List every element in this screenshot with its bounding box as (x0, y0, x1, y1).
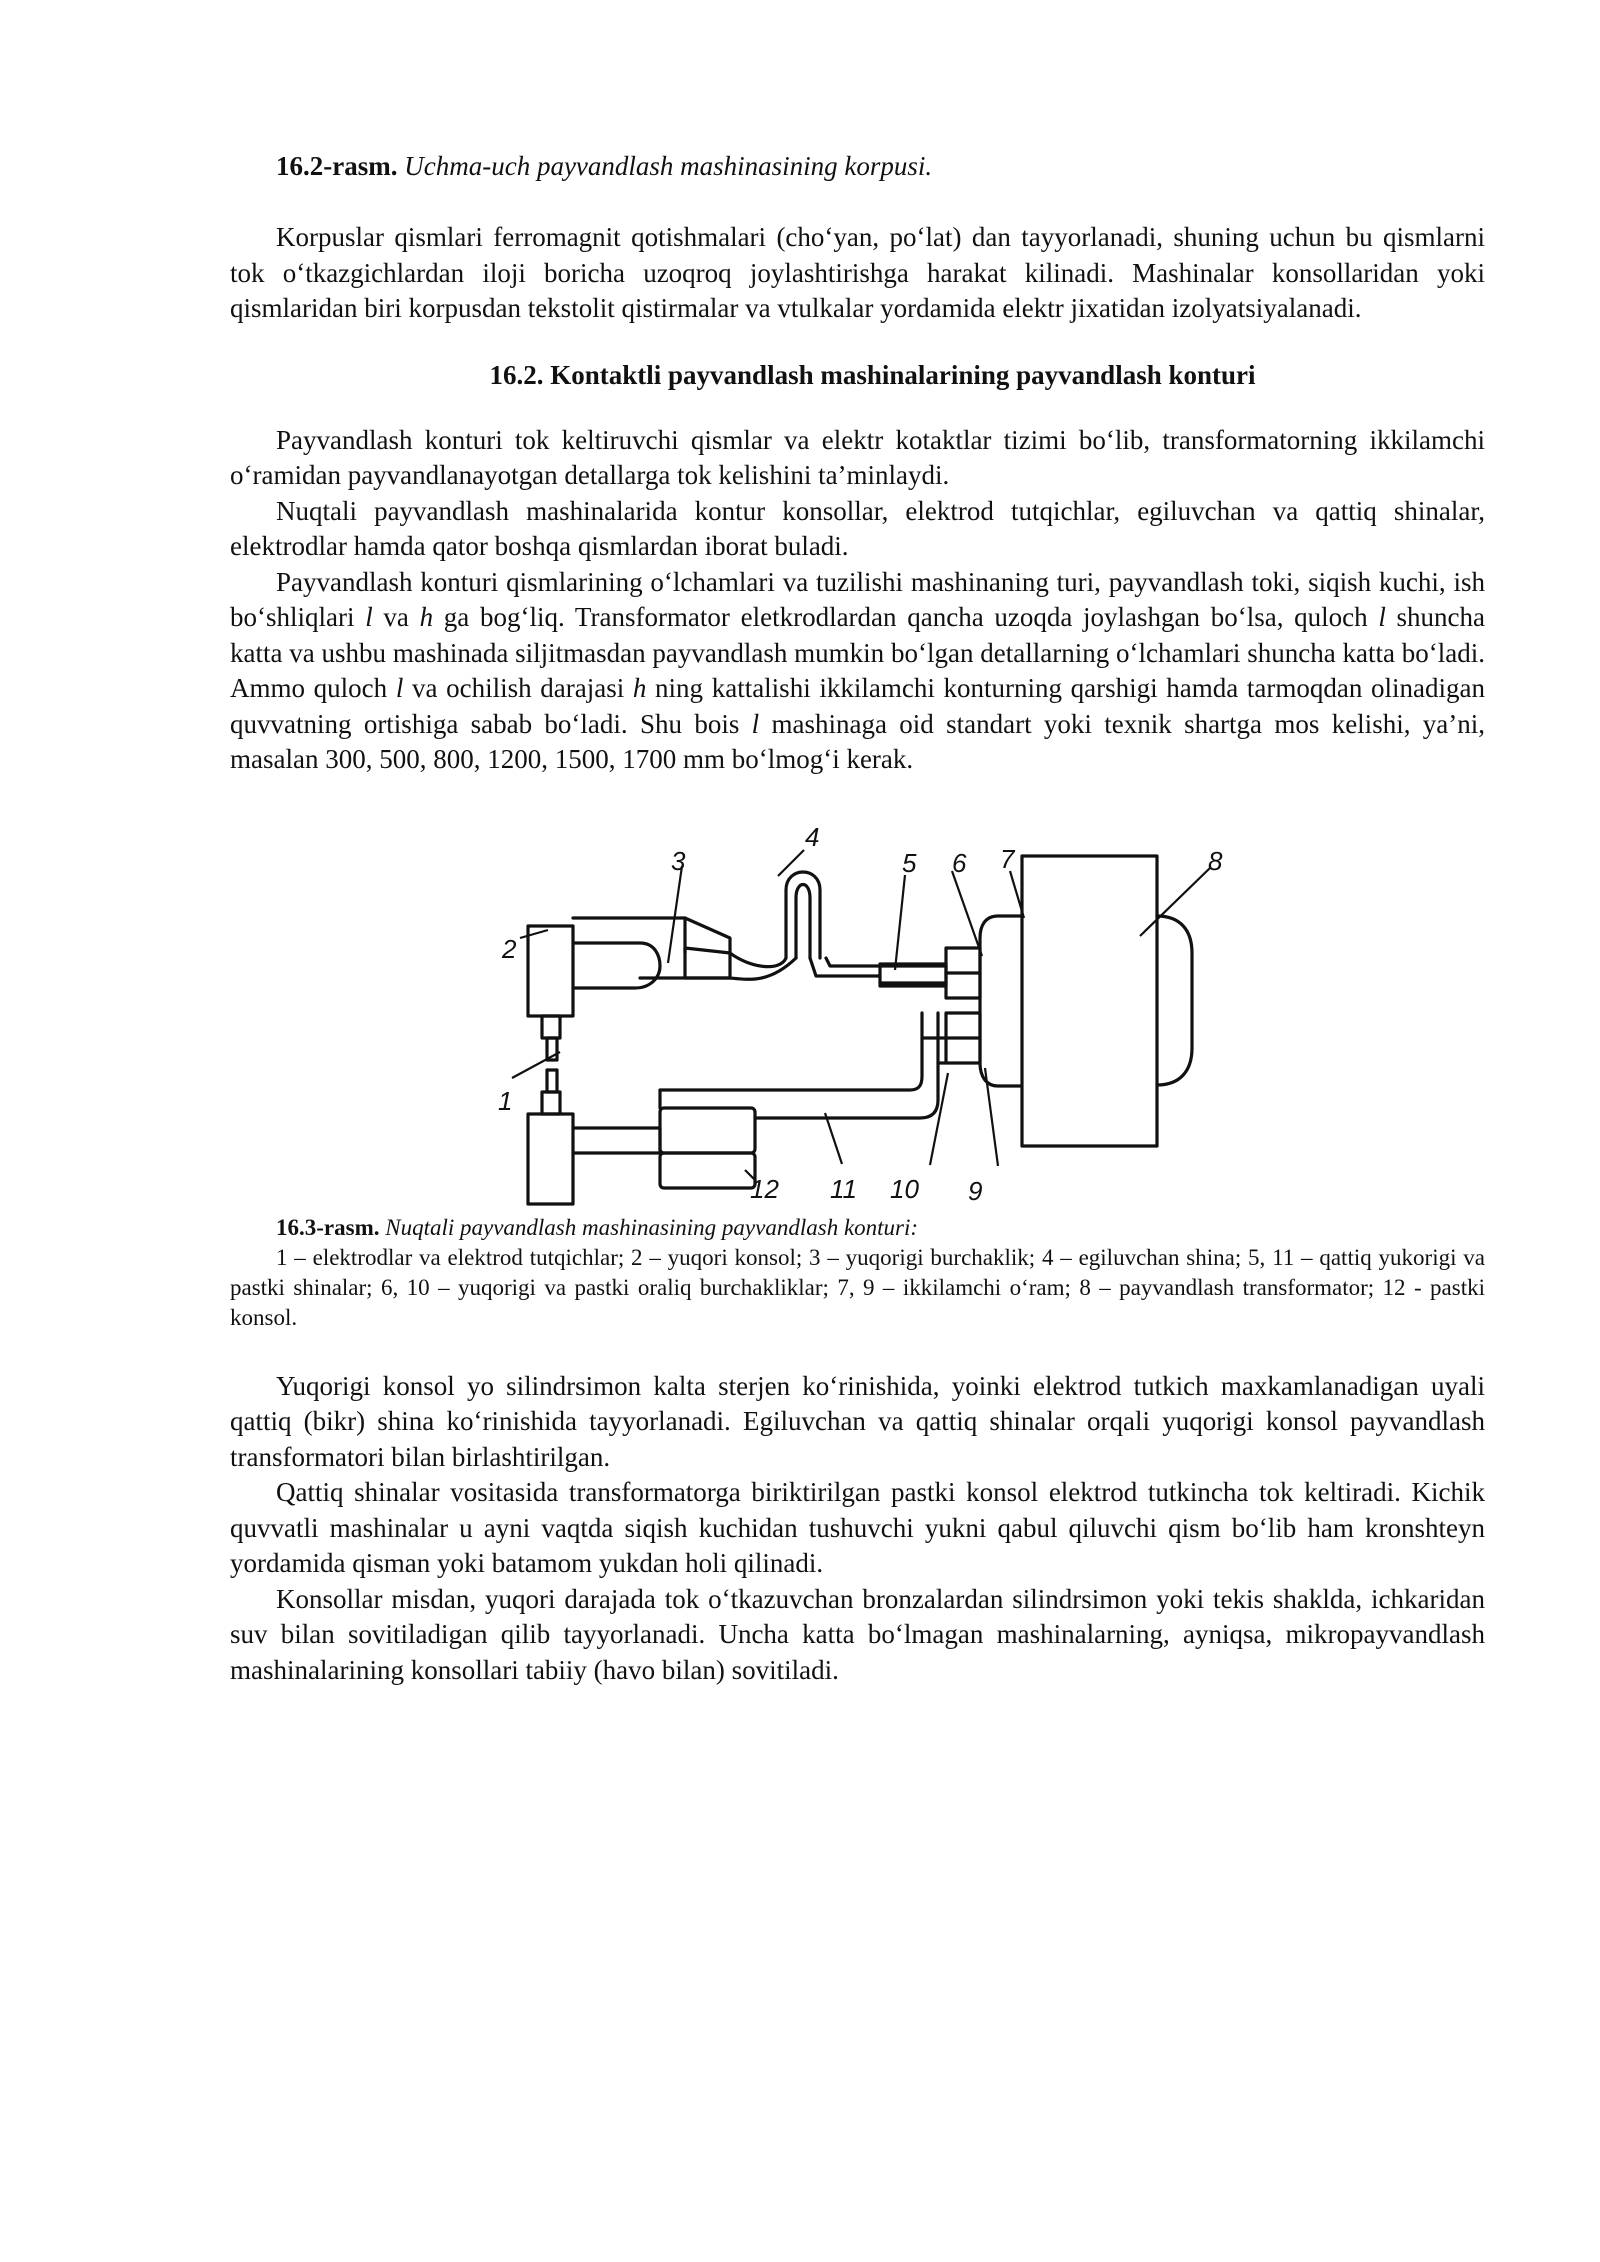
section-title: 16.2. Kontaktli payvandlash mashinalarining payvandlash konturi (489, 359, 1256, 390)
figure-16-2-caption (276, 148, 1485, 184)
page (230, 148, 1485, 1688)
label-7: 7 (1000, 843, 1015, 874)
label-4: 4 (805, 821, 820, 852)
leader-2 (520, 930, 548, 938)
lower-console (573, 1128, 660, 1153)
upper-electrode (542, 1016, 560, 1038)
upper-console-block (528, 926, 573, 1016)
lower-electrode (542, 1092, 560, 1114)
welding-contour-diagram (230, 808, 1485, 1213)
leader-8 (1140, 868, 1210, 936)
figure-16-2-label: 16.2-rasm. (276, 151, 398, 181)
figure-16-3-label: 16.3-rasm. (276, 1214, 380, 1240)
paragraph-nuqtali: Nuqtali payvandlash mashinalarida kontur konsollar, elektrod tutqichlar, egiluvchan va qattiq shinalar, elektrodlar hamda qator boshqa qismlardan iborat buladi. (230, 495, 1485, 561)
paragraph-korpuslar: Korpuslar qismlari ferromagnit qotishmalari (cho‘yan, po‘lat) dan tayyorlanadi, shuning uchun bu qismlarni tok o‘tkazgichlardan iloji boricha uzoqroq joylashtirishga harakat kilinadi. Mashinalar konsollaridan yoki qismlaridan biri korpusdan tekstolit qistirmalar va vtulkalar yordamida elektr jixatidan izolyatsiyalanadi. (230, 222, 1485, 323)
upper-rigid-bus-end (880, 966, 946, 983)
leader-6 (952, 871, 982, 956)
label-9: 9 (968, 1175, 983, 1206)
label-10: 10 (890, 1173, 919, 1204)
leader-9 (985, 1068, 998, 1166)
transformer-body (1022, 856, 1157, 1146)
label-12: 12 (750, 1173, 779, 1204)
label-6: 6 (952, 847, 967, 878)
figure-16-2-title: Uchma-uch payvandlash mashinasining korpusi. (404, 151, 933, 181)
figure-16-3-diagram (230, 808, 1485, 1213)
lower-rigid-bus (660, 1013, 922, 1108)
paragraph-konsollar: Konsollar misdan, yuqori darajada tok o‘tkazuvchan bronzalardan silindrsimon yoki tekis shaklda, ichkaridan suv bilan sovitiladigan qilib tayyorlanadi. Uncha katta bo‘lmagan mashinalarning, ayniqsa, mikropayvandlash mashinalarining konsollari tabiiy (havo bilan) sovitiladi. (230, 1583, 1485, 1685)
secondary-winding (980, 916, 1022, 1086)
transformer-coil (1157, 916, 1192, 1085)
figure-16-3-caption (230, 1213, 1485, 1333)
label-1: 1 (498, 1085, 513, 1116)
paragraph-kontur-definition: Payvandlash konturi tok keltiruvchi qismlar va elektr kotaktlar tizimi bo‘lib, transformatorning ikkilamchi o‘ramidan payvandlanayotgan detallarga tok kelishini ta’minlaydi. (230, 424, 1485, 490)
figure-16-3-title: Nuqtali payvandlash mashinasining payvandlash konturi: (385, 1214, 919, 1240)
label-2: 2 (502, 933, 517, 964)
figure-16-3-legend: 1 – elektrodlar va elektrod tutqichlar; 2 – yuqori konsol; 3 – yuqorigi burchaklik; 4 – egiluvchan shina; 5, 11 – qattiq yukorigi va pastki shinalar; 6, 10 – yuqorigi va pastki oraliq burchakliklar; 7, 9 – ikkilamchi o‘ram; 8 – payvandlash transformator; 12 - pastki konsol. (230, 1244, 1485, 1330)
lower-console-block (528, 1114, 573, 1204)
leader-1 (512, 1052, 560, 1078)
upper-rigid-bus (810, 958, 880, 976)
label-5: 5 (902, 847, 917, 878)
leader-3 (668, 866, 682, 963)
leader-11 (825, 1113, 842, 1164)
paragraph-yuqorigi-konsol: Yuqorigi konsol yo silindrsimon kalta sterjen ko‘rinishida, yoinki elektrod tutkich maxkamlanadigan uyali qattiq (bikr) shina ko‘rinishida tayyorlanadi. Egiluvchan va qattiq shinalar orqali yuqorigi konsol payvandlash transformatori bilan birlashtirilgan. (230, 1370, 1485, 1472)
lower-electrode-tip (547, 1070, 557, 1092)
leader-5 (895, 875, 905, 970)
upper-console (573, 943, 660, 988)
paragraph-olchamlar: Payvandlash konturi qismlarining o‘lchamlari va tuzilishi mashinaning turi, payvandlash toki, siqish kuchi, ish bo‘shliqlari l va h ga bog‘liq. Transformator eletkrodlardan qancha uzoqda joylashgan bo‘lsa, quloch l shuncha katta va ushbu mashinada siljitmasdan payvandlash mumkin bo‘lgan detallarning o‘lchamlari shuncha katta bo‘ladi. Ammo quloch l va ochilish darajasi h ning kattalishi ikkilamchi konturning qarshigi hamda tarmoqdan olinadigan quvvatning ortishiga sabab bo‘ladi. Shu bois l mashinaga oid standart yoki texnik shartga mos kelishi, ya’ni, masalan 300, 500, 800, 1200, 1500, 1700 mm bo‘lmog‘i kerak. (230, 566, 1486, 774)
lower-corner (922, 1038, 946, 1063)
label-3: 3 (671, 845, 686, 876)
label-8: 8 (1208, 845, 1223, 876)
paragraph-qattiq-shinalar: Qattiq shinalar vositasida transformatorga biriktirilgan pastki konsol elektrod tutkincha tok keltiradi. Kichik quvvatli mashinalar u ayni vaqtda siqish kuchidan tushuvchi yukni qabul qiluvchi qism bo‘lib ham kronshteyn yordamida qisman yoki batamom yukdan holi qilinadi. (230, 1477, 1485, 1578)
label-11: 11 (830, 1173, 857, 1204)
